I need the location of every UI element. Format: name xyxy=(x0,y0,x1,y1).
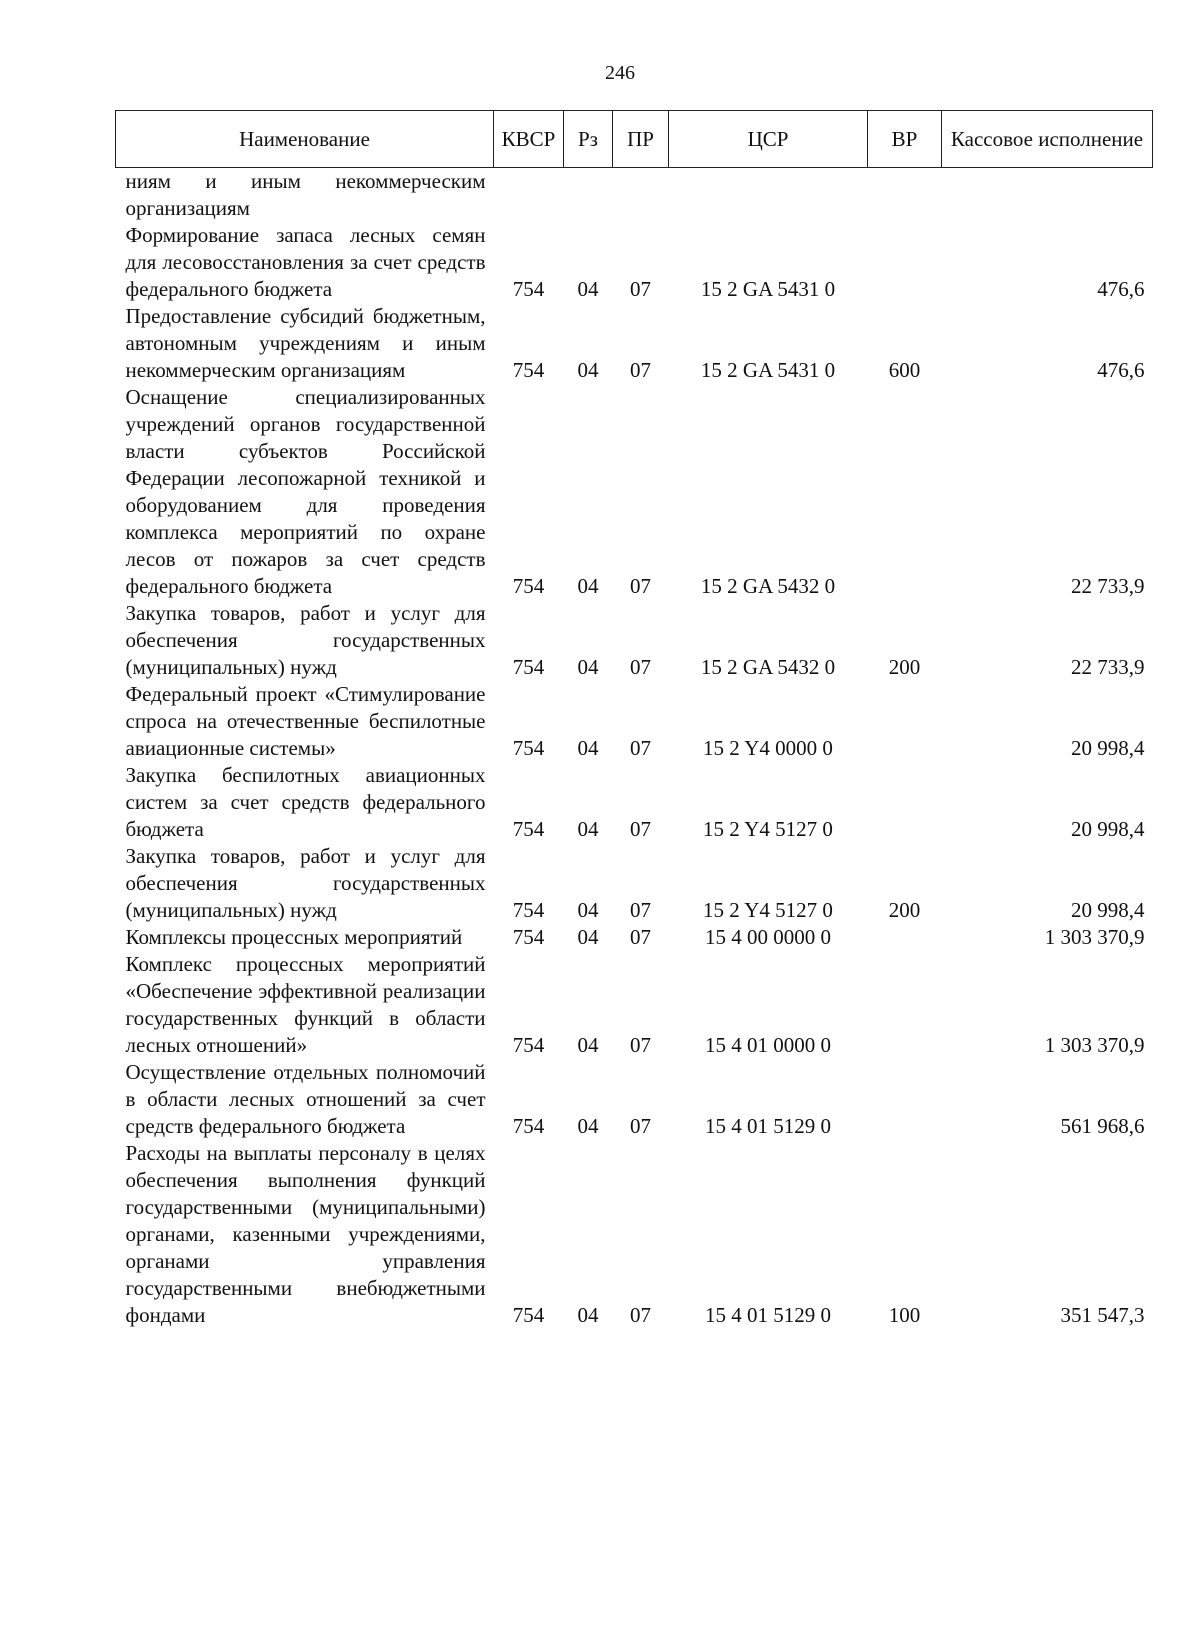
cell-kvsr: 754 xyxy=(512,1303,545,1327)
cell-name: Комплекс процессных мероприятий «Обеспечение эффективной реализации государственных функций в области лесных отношений» xyxy=(125,952,486,1057)
cell-vr xyxy=(868,762,942,843)
cell-vr: 100 xyxy=(888,1303,921,1327)
table-row xyxy=(116,681,1153,762)
cell-pr xyxy=(613,168,669,223)
table-row xyxy=(116,762,1153,843)
cell-csr: 15 2 Y4 0000 0 xyxy=(703,736,833,760)
cell-sum: 476,6 xyxy=(1097,277,1145,301)
cell-sum: 1 303 370,9 xyxy=(1044,925,1145,949)
cell-rz: 04 xyxy=(577,655,599,679)
cell-rz: 04 xyxy=(577,1114,599,1138)
cell-vr xyxy=(868,222,942,303)
cell-rz: 04 xyxy=(577,925,599,949)
cell-csr: 15 2 GA 5431 0 xyxy=(700,277,836,301)
cell-kvsr: 754 xyxy=(512,358,545,382)
cell-sum: 22 733,9 xyxy=(1071,574,1145,598)
cell-csr: 15 2 GA 5432 0 xyxy=(700,655,836,679)
cell-kvsr: 754 xyxy=(512,1033,545,1057)
cell-vr xyxy=(868,951,942,1059)
cell-pr: 07 xyxy=(630,277,651,301)
cell-pr: 07 xyxy=(630,736,651,760)
cell-rz: 04 xyxy=(577,1303,599,1327)
cell-name: Комплексы процессных мероприятий xyxy=(125,925,463,949)
budget-execution-table xyxy=(115,110,1153,1329)
cell-vr xyxy=(868,924,942,951)
cell-vr xyxy=(868,681,942,762)
cell-rz: 04 xyxy=(577,574,599,598)
header-vr: ВР xyxy=(868,111,942,168)
budget-table-container xyxy=(115,110,1152,1329)
cell-rz: 04 xyxy=(577,898,599,922)
cell-sum: 20 998,4 xyxy=(1071,898,1145,922)
cell-sum xyxy=(942,168,1153,223)
cell-vr xyxy=(868,384,942,600)
table-row xyxy=(116,303,1153,384)
cell-pr: 07 xyxy=(630,925,651,949)
cell-rz: 04 xyxy=(577,1033,599,1057)
header-kvsr: КВСР xyxy=(494,111,564,168)
cell-csr: 15 2 GA 5432 0 xyxy=(700,574,836,598)
table-row xyxy=(116,843,1153,924)
cell-sum: 22 733,9 xyxy=(1071,655,1145,679)
cell-csr: 15 4 00 0000 0 xyxy=(705,925,831,949)
cell-sum: 20 998,4 xyxy=(1071,817,1145,841)
cell-sum: 351 547,3 xyxy=(1060,1303,1145,1327)
page-number: 246 xyxy=(605,62,635,84)
cell-sum: 1 303 370,9 xyxy=(1044,1033,1145,1057)
cell-kvsr: 754 xyxy=(512,898,545,922)
cell-pr: 07 xyxy=(630,1303,651,1327)
cell-name: Осуществление отдельных полномочий в области лесных отношений за счет средств федерального бюджета xyxy=(125,1060,486,1138)
cell-pr: 07 xyxy=(630,574,651,598)
cell-rz xyxy=(564,168,613,223)
cell-pr: 07 xyxy=(630,655,651,679)
cell-kvsr: 754 xyxy=(512,925,545,949)
cell-name: Федеральный проект «Стимулирование спроса на отечественные беспилотные авиационные системы» xyxy=(125,682,486,760)
cell-csr: 15 4 01 5129 0 xyxy=(705,1303,831,1327)
table-row xyxy=(116,1140,1153,1329)
table-row xyxy=(116,600,1153,681)
cell-csr: 15 2 Y4 5127 0 xyxy=(703,898,833,922)
cell-sum: 561 968,6 xyxy=(1060,1114,1145,1138)
table-row xyxy=(116,924,1153,951)
cell-csr: 15 4 01 5129 0 xyxy=(705,1114,831,1138)
header-name: Наименование xyxy=(116,111,494,168)
cell-name: Закупка беспилотных авиационных систем за счет средств федерального бюджета xyxy=(125,763,486,841)
header-pr: ПР xyxy=(613,111,669,168)
header-csr: ЦСР xyxy=(669,111,868,168)
cell-name: Расходы на выплаты персоналу в целях обеспечения выполнения функций государственными (муниципальными) органами, казенными учреждениями, органами управления государственными внебюджетными фондами xyxy=(125,1141,486,1327)
cell-kvsr xyxy=(494,168,564,223)
cell-vr: 200 xyxy=(888,655,921,679)
cell-sum: 476,6 xyxy=(1097,358,1145,382)
cell-kvsr: 754 xyxy=(512,655,545,679)
cell-pr: 07 xyxy=(630,817,651,841)
cell-rz: 04 xyxy=(577,277,599,301)
cell-csr xyxy=(669,168,868,223)
cell-kvsr: 754 xyxy=(512,574,545,598)
cell-name: ниям и иным некоммерческим организациям xyxy=(125,169,486,220)
cell-name: Закупка товаров, работ и услуг для обеспечения государственных (муниципальных) нужд xyxy=(125,844,486,922)
table-body xyxy=(116,168,1153,1330)
table-row xyxy=(116,1059,1153,1140)
cell-rz: 04 xyxy=(577,358,599,382)
header-sum: Кассовое исполнение xyxy=(942,111,1153,168)
cell-name: Закупка товаров, работ и услуг для обеспечения государственных (муниципальных) нужд xyxy=(125,601,486,679)
header-rz: Рз xyxy=(564,111,613,168)
table-header-row xyxy=(116,111,1153,168)
cell-rz: 04 xyxy=(577,736,599,760)
cell-pr: 07 xyxy=(630,1114,651,1138)
cell-sum: 20 998,4 xyxy=(1071,736,1145,760)
cell-pr: 07 xyxy=(630,898,651,922)
cell-vr xyxy=(868,1059,942,1140)
cell-kvsr: 754 xyxy=(512,1114,545,1138)
cell-csr: 15 4 01 0000 0 xyxy=(705,1033,831,1057)
cell-vr: 200 xyxy=(888,898,921,922)
table-row xyxy=(116,951,1153,1059)
cell-name: Оснащение специализированных учреждений органов государственной власти субъектов Российской Федерации лесопожарной техникой и оборудованием для проведения комплекса мероприятий по охране лесов от пожаров за счет средств федерального бюджета xyxy=(125,385,486,598)
cell-kvsr: 754 xyxy=(512,277,545,301)
cell-pr: 07 xyxy=(630,358,651,382)
cell-name: Формирование запаса лесных семян для лесовосстановления за счет средств федерального бюджета xyxy=(125,223,486,301)
cell-vr: 600 xyxy=(888,358,921,382)
cell-csr: 15 2 GA 5431 0 xyxy=(700,358,836,382)
cell-rz: 04 xyxy=(577,817,599,841)
table-row xyxy=(116,384,1153,600)
cell-name: Предоставление субсидий бюджетным, автономным учреждениям и иным некоммерческим организациям xyxy=(125,304,486,382)
table-row xyxy=(116,168,1153,223)
cell-pr: 07 xyxy=(630,1033,651,1057)
cell-kvsr: 754 xyxy=(512,736,545,760)
table-row xyxy=(116,222,1153,303)
cell-kvsr: 754 xyxy=(512,817,545,841)
cell-vr xyxy=(868,168,942,223)
cell-csr: 15 2 Y4 5127 0 xyxy=(703,817,833,841)
